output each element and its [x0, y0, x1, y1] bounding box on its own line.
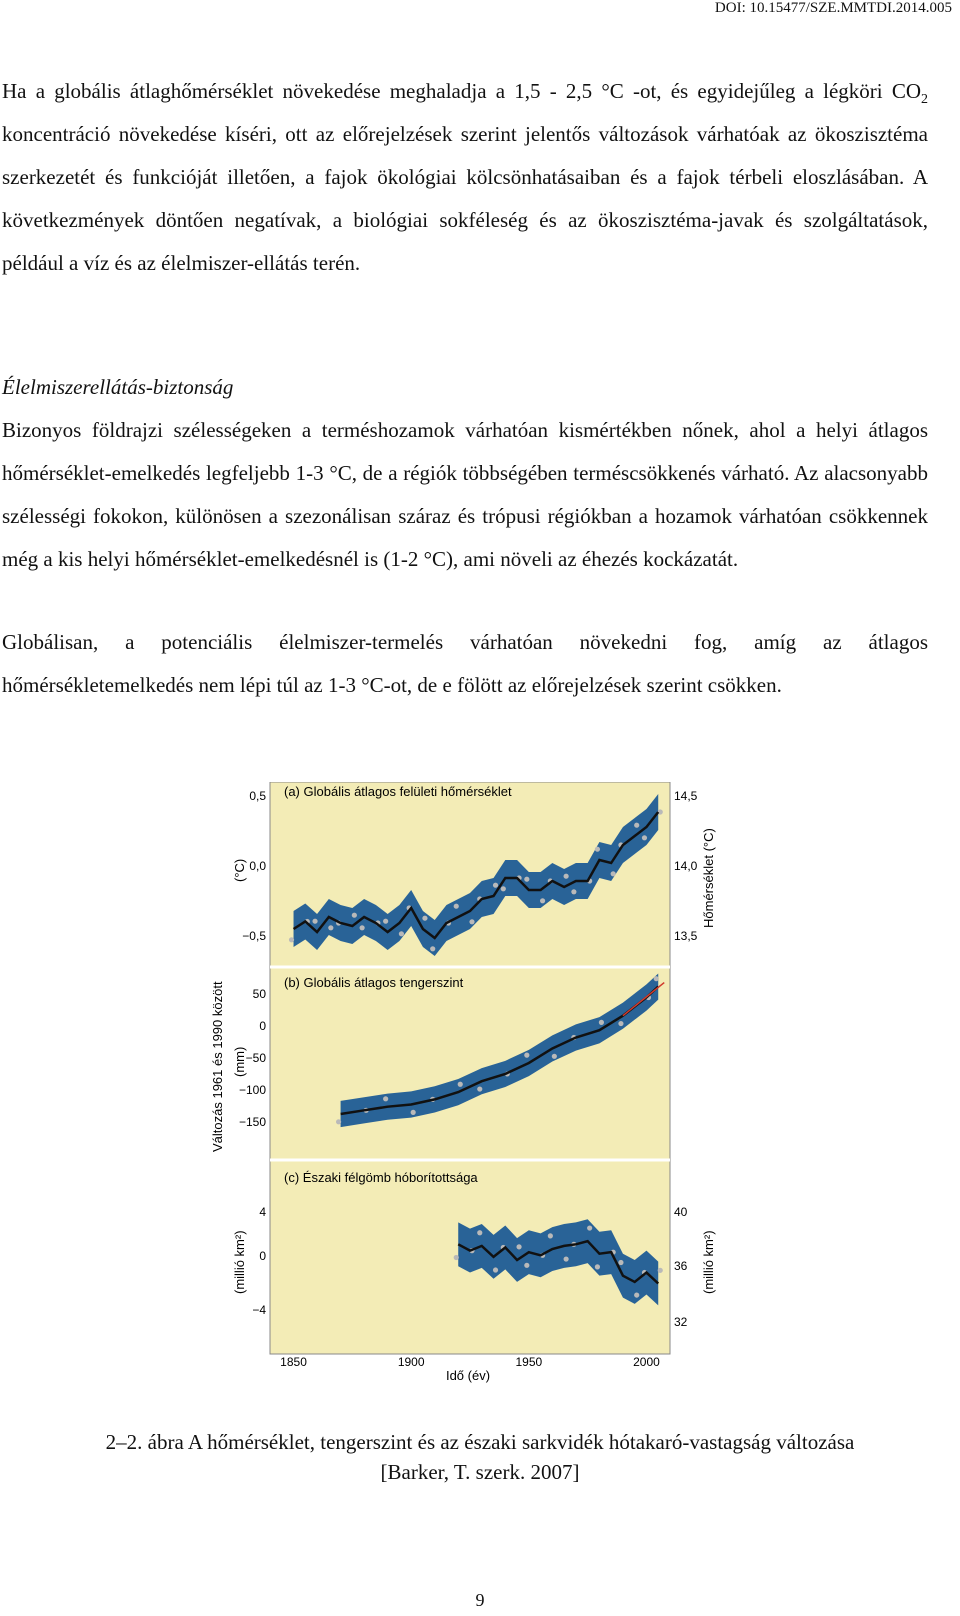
panel-0-data-point: [564, 874, 569, 879]
figure-plots: [239, 782, 698, 1369]
panel-c-title: (c) Északi félgömb hóborítottsága: [284, 1170, 478, 1185]
panel-b-left-unit: (mm): [232, 1046, 247, 1077]
panel-2-data-point: [493, 1267, 498, 1272]
paragraph-intro-part1: Ha a globális átlaghőmérséklet növekedése meghaladja a 1,5 - 2,5 °C -ot, és egyidejűleg a légköri CO: [2, 79, 921, 103]
climate-figure: [210, 782, 740, 1422]
panel-c-right-tick: 36: [674, 1259, 688, 1273]
panel-2-data-point: [587, 1225, 592, 1230]
panel-b-left-tick: −100: [238, 1083, 266, 1097]
paragraph-intro-part2: koncentráció növekedése kíséri, ott az előrejelzések szerint jelentős változások várhatóak az ökoszisztéma szerkezetét és funkcióját illetően, a fajok ökológiai kölcsönhatásaiban és a fajok térbeli eloszlásában. A következmények döntően negatívak, a biológiai sokféleség és az ökoszisztéma-javak és szolgáltatások, például a víz és az élelmiszer-ellátás terén.: [2, 122, 928, 275]
panel-c-left-tick: 0: [259, 1249, 266, 1263]
panel-c-left-tick: 4: [259, 1205, 266, 1219]
panel-c-left-unit: (millió km²): [232, 1230, 247, 1294]
panel-2-data-point: [477, 1230, 482, 1235]
panel-0-data-point: [328, 925, 333, 930]
figure-caption: [0, 1427, 960, 1487]
panel-2-data-point: [618, 1260, 623, 1265]
panel-2-data-point: [516, 1244, 521, 1249]
panel-b-left-label: Változás 1961 és 1990 között: [210, 981, 225, 1152]
panel-b-left-tick: −50: [245, 1051, 266, 1065]
panel-0-data-point: [430, 946, 435, 951]
panel-a-left-tick: 0,0: [249, 859, 266, 873]
panel-0-data-point: [540, 898, 545, 903]
panel-1-data-point: [618, 1021, 623, 1026]
panel-2-data-point: [634, 1292, 639, 1297]
panel-1-data-point: [336, 1119, 341, 1124]
panel-0-data-point: [454, 904, 459, 909]
panel-a-right-tick: 14,5: [674, 789, 698, 803]
panel-a-right-label: Hőmérséklet (°C): [701, 828, 716, 928]
panel-a-left-unit: (°C): [232, 858, 247, 882]
panel-1-data-point: [599, 1020, 604, 1025]
panel-0-data-point: [658, 809, 663, 814]
page-number: 9: [475, 1590, 485, 1610]
caption-line-2: [Barker, T. szerk. 2007]: [380, 1460, 580, 1484]
panel-0-data-point: [352, 913, 357, 918]
panel-c-right-tick: 32: [674, 1315, 688, 1329]
panel-c-right-unit: (millió km²): [701, 1230, 716, 1294]
panel-0-data-point: [642, 835, 647, 840]
panel-0-data-point: [571, 889, 576, 894]
panel-a-left-tick: −0,5: [242, 929, 266, 943]
x-axis-tick: 1850: [280, 1355, 307, 1369]
x-axis-label: Idő (év): [445, 1368, 491, 1383]
paragraph-intro: [2, 70, 928, 285]
panel-a-left-tick: 0,5: [249, 789, 266, 803]
paragraph-food-security: Bizonyos földrajzi szélességeken a terméshozamok várhatóan kismértékben nőnek, ahol a helyi átlagos hőmérséklet-emelkedés legfeljebb 1-3 °C, de a régiók többségében terméscsökkenés várható. Az alacsonyabb szélességi fokokon, különösen a szezonálisan száraz és trópusi régiókban a hozamok várhatóan csökkennek még a kis helyi hőmérséklet-emelkedésnél is (1-2 °C), ami növeli az éhezés kockázatát.: [2, 418, 928, 571]
panel-1-data-point: [477, 1086, 482, 1091]
panel-0-data-point: [634, 823, 639, 828]
panel-b-title: (b) Globális átlagos tengerszint: [284, 975, 464, 990]
panel-c-right-tick: 40: [674, 1205, 688, 1219]
panel-2-data-point: [524, 1263, 529, 1268]
panel-2-data-point: [564, 1256, 569, 1261]
panel-0-data-point: [289, 937, 294, 942]
panel-2-data-point: [454, 1255, 459, 1260]
panel-0-data-point: [383, 919, 388, 924]
panel-1-data-point: [458, 1082, 463, 1087]
panel-c-left-tick: −4: [252, 1303, 266, 1317]
caption-line-1: 2–2. ábra A hőmérséklet, tengerszint és az északi sarkvidék hótakaró-vastagság változása: [105, 1430, 855, 1454]
panel-1-data-point: [654, 976, 659, 981]
panel-0-data-point: [493, 883, 498, 888]
panel-a-title: (a) Globális átlagos felületi hőmérséklet: [284, 784, 512, 799]
panel-2-data-point: [658, 1268, 663, 1273]
panel-b-left-tick: 0: [259, 1019, 266, 1033]
doi-header: DOI: 10.15477/SZE.MMTDI.2014.005: [714, 0, 952, 16]
panel-a-right-tick: 13,5: [674, 929, 698, 943]
panel-b-left-tick: 50: [252, 987, 266, 1001]
panel-0-data-point: [524, 877, 529, 882]
x-axis-tick: 2000: [633, 1355, 660, 1369]
section-heading: Élelmiszerellátás-biztonság: [2, 375, 234, 399]
panel-a-right-tick: 14,0: [674, 859, 698, 873]
x-axis-tick: 1900: [397, 1355, 425, 1369]
panel-0-data-point: [360, 925, 365, 930]
x-axis-tick: 1950: [515, 1355, 543, 1369]
panel-1-data-point: [524, 1053, 529, 1058]
panel-0-data-point: [469, 919, 474, 924]
panel-0-data-point: [611, 871, 616, 876]
co2-subscript: 2: [921, 92, 928, 108]
panel-0-data-point: [595, 847, 600, 852]
paragraph-global-production: Globálisan, a potenciális élelmiszer-termelés várhatóan növekedni fog, amíg az átlagos hőmérsékletemelkedés nem lépi túl az 1-3 °C-ot, de e fölött az előrejelzések szerint csökken.: [2, 630, 928, 697]
panel-2-data-point: [548, 1233, 553, 1238]
panel-1-data-point: [552, 1054, 557, 1059]
panel-0-data-point: [399, 931, 404, 936]
panel-0-data-point: [422, 916, 427, 921]
panel-1-data-point: [411, 1110, 416, 1115]
panel-b-left-tick: −150: [238, 1115, 266, 1129]
panel-0-data-point: [312, 919, 317, 924]
panel-0-data-point: [501, 886, 506, 891]
panel-2-data-point: [595, 1264, 600, 1269]
panel-1-data-point: [383, 1096, 388, 1101]
